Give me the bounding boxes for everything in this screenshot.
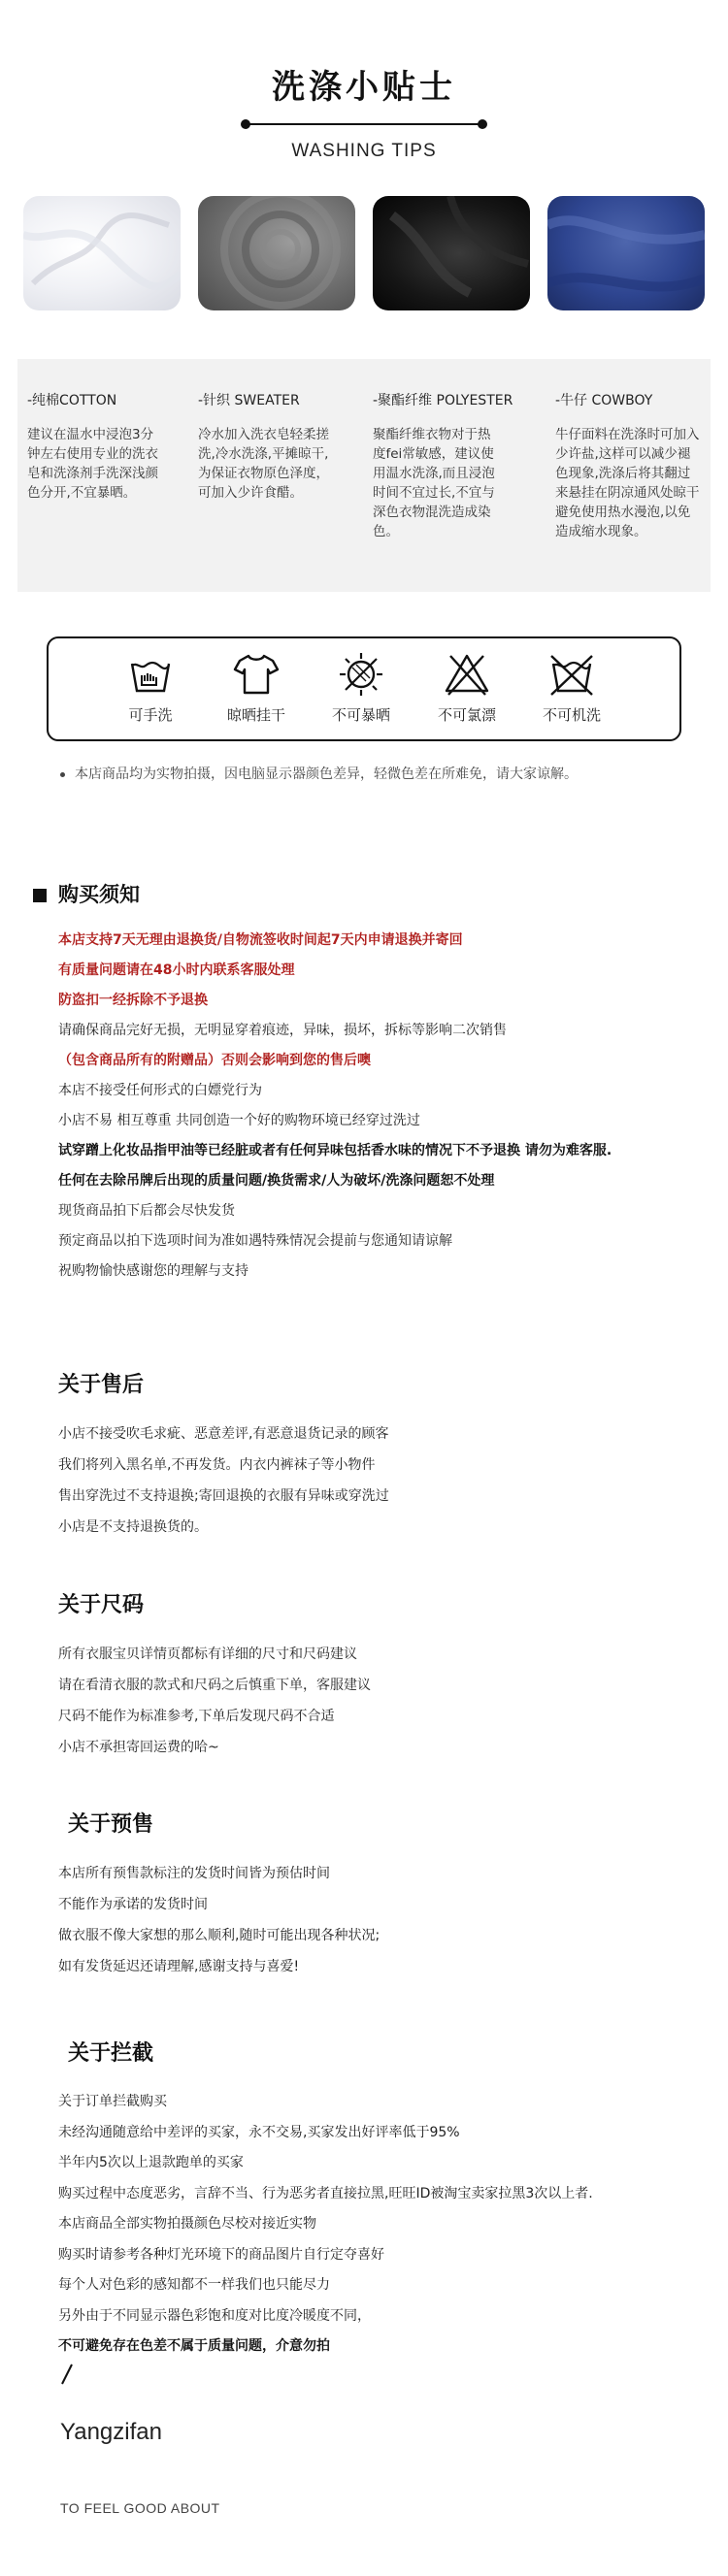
- care-no-bleach: [415, 650, 518, 725]
- size-line: 尺码不能作为标准参考,下单后发现尺码不合适: [58, 1709, 335, 1724]
- purchase-rule: 祝购物愉快感谢您的理解与支持: [58, 1263, 248, 1279]
- intercept-line: 不可避免存在色差不属于质量问题，介意勿拍: [58, 2338, 330, 2354]
- purchase-rule: 有质量问题请在48小时内联系客服处理: [58, 962, 295, 978]
- size-line: 请在看清衣服的款式和尺码之后慎重下单，客服建议: [58, 1678, 371, 1693]
- intercept-line: 半年内5次以上退款跑单的买家: [58, 2155, 244, 2170]
- presale-line: 做衣服不像大家想的那么顺利,随时可能出现各种状况;: [58, 1928, 381, 1943]
- page-header: [0, 60, 728, 162]
- fabric-cowboy: [555, 390, 718, 541]
- after-sales-line: 小店不接受吹毛求疵、恶意差评,有恶意退货记录的顾客: [58, 1426, 389, 1442]
- purchase-heading: [33, 879, 140, 908]
- brand-tagline: TO FEEL GOOD ABOUT: [60, 2500, 220, 2516]
- purchase-rule: 本店支持7天无理由退换货/自物流签收时间起7天内申请退换并寄回: [58, 932, 463, 948]
- purchase-title: 购买须知: [58, 883, 140, 906]
- presale-title: 关于预售: [68, 1812, 154, 1837]
- title-divider: [243, 123, 485, 125]
- intercept-line: 本店商品全部实物拍摄颜色尽校对接近实物: [58, 2216, 316, 2232]
- fabric-sweater: [198, 390, 361, 503]
- fabric-description: 牛仔面料在洗涤时可加入少许盐,这样可以减少褪色现象,洗涤后将其翻过来悬挂在阴凉通风处晾干避免使用热水漫泡,以免造成缩水现象。: [555, 427, 700, 539]
- intercept-line: 未经沟通随意给中差评的买家，永不交易,买家发出好评率低于95%: [58, 2124, 460, 2140]
- page-subtitle: WASHING TIPS: [291, 141, 437, 161]
- after-sales-title: 关于售后: [58, 1373, 145, 1397]
- purchase-rule: （包含商品所有的附赠品）否则会影响到您的售后噢: [58, 1053, 371, 1068]
- fabric-description: 聚酯纤维衣物对于热度fei常敏感，建议使用温水洗涤,而且浸泡时间不宜过长,不宜与深色衣物混洗造成染色。: [373, 427, 495, 539]
- intercept-line: 购买过程中态度恶劣，言辞不当、行为恶劣者直接拉黑,旺旺ID被淘宝卖家拉黑3次以上者.: [58, 2185, 593, 2201]
- care-symbols-box: [47, 636, 681, 741]
- size-line: 小店不承担寄回运费的哈~: [58, 1740, 219, 1755]
- hand-wash-icon: [126, 650, 175, 699]
- purchase-rule: 任何在去除吊牌后出现的质量问题/换货需求/人为破坏/洗涤问题恕不处理: [58, 1173, 495, 1189]
- page-title: 洗涤小贴士: [272, 68, 456, 107]
- color-notice-text: 本店商品均为实物拍摄，因电脑显示器颜色差异，轻微色差在所难免，请大家谅解。: [75, 766, 578, 782]
- brand-slash-mark: [60, 2364, 74, 2385]
- size-title: 关于尺码: [58, 1593, 145, 1617]
- care-label: 不可机洗: [542, 706, 601, 724]
- fabric-polyester: [373, 390, 536, 541]
- care-no-sun: [310, 650, 413, 725]
- polyester-swatch-image: [373, 196, 530, 310]
- size-rules: [58, 1639, 718, 1763]
- care-no-machine: [520, 650, 623, 725]
- cotton-swatch-image: [23, 196, 181, 310]
- care-label: 晾晒挂干: [226, 706, 285, 724]
- intercept-line: 购买时请参考各种灯光环境下的商品图片自行定夺喜好: [58, 2246, 384, 2263]
- purchase-rule: 防盗扣一经拆除不予退换: [58, 993, 208, 1008]
- fabric-name: -牛仔 COWBOY: [555, 393, 653, 408]
- presale-line: 本店所有预售款标注的发货时间皆为预估时间: [58, 1866, 330, 1881]
- care-label: 可手洗: [128, 706, 173, 724]
- purchase-rule: 试穿蹭上化妆品指甲油等已经脏或者有任何异味包括香水味的情况下不予退换 请勿为难客服.: [58, 1143, 612, 1158]
- purchase-rules: [58, 926, 718, 1287]
- denim-swatch-image: [547, 196, 705, 310]
- after-sales-line: 售出穿洗过不支持退换;寄回退换的衣服有异味或穿洗过: [58, 1488, 389, 1504]
- intercept-line: 另外由于不同显示器色彩饱和度对比度冷暖度不同，: [58, 2307, 371, 2324]
- no-bleach-icon: [443, 650, 491, 699]
- fabric-name: -聚酯纤维 POLYESTER: [373, 393, 513, 408]
- purchase-rule: 现货商品拍下后都会尽快发货: [58, 1203, 235, 1219]
- fabric-name: -针织 SWEATER: [198, 393, 300, 408]
- fabric-swatches: [23, 196, 705, 314]
- purchase-rule: 小店不易 相互尊重 共同创造一个好的购物环境已经穿过洗过: [58, 1113, 420, 1128]
- purchase-rule: 请确保商品完好无损，无明显穿着痕迹，异味，损坏，拆标等影响二次销售: [58, 1023, 507, 1038]
- intercept-rules: [58, 2087, 718, 2363]
- fabric-name: -纯棉COTTON: [27, 393, 117, 408]
- presale-rules: [58, 1858, 718, 1982]
- intercept-line: 关于订单拦截购买: [58, 2094, 167, 2109]
- care-label: 不可氯漂: [437, 706, 496, 724]
- fabric-cotton: [27, 390, 190, 503]
- intercept-line: 每个人对色彩的感知都不一样我们也只能尽力: [58, 2277, 330, 2293]
- presale-line: 不能作为承诺的发货时间: [58, 1897, 208, 1912]
- presale-line: 如有发货延迟还请理解,感谢支持与喜爱!: [58, 1959, 300, 1974]
- square-bullet-icon: [33, 889, 47, 902]
- color-notice: [60, 764, 720, 783]
- no-machine-wash-icon: [547, 650, 596, 699]
- purchase-rule: 本店不接受任何形式的白嫖党行为: [58, 1083, 262, 1098]
- intercept-title: 关于拦截: [68, 2041, 154, 2066]
- shirt-hang-dry-icon: [232, 650, 281, 699]
- after-sales-line: 小店是不支持退换货的。: [58, 1519, 208, 1535]
- no-sun-dry-icon: [337, 650, 385, 699]
- after-sales-rules: [58, 1418, 718, 1543]
- size-line: 所有衣服宝贝详情页都标有详细的尺寸和尺码建议: [58, 1647, 357, 1662]
- brand-name: Yangzifan: [60, 2419, 162, 2445]
- sweater-swatch-image: [198, 196, 355, 310]
- care-label: 不可暴晒: [331, 706, 390, 724]
- bullet-dot: [60, 772, 65, 777]
- after-sales-line: 我们将列入黑名单,不再发货。内衣内裤袜子等小物件: [58, 1457, 376, 1473]
- fabric-description: 冷水加入洗衣皂轻柔搓洗,冷水洗涤,平摊晾干,为保证衣物原色泽度，可加入少许食醋。: [198, 427, 329, 501]
- care-hang-dry: [205, 650, 308, 725]
- care-hand-wash: [99, 650, 202, 725]
- fabric-care-panel: [17, 359, 711, 592]
- fabric-description: 建议在温水中浸泡3分钟左右使用专业的洗衣皂和洗涤剂手洗深浅颜色分开,不宜暴晒。: [27, 427, 158, 501]
- purchase-rule: 预定商品以拍下选项时间为准如遇特殊情况会提前与您通知请谅解: [58, 1233, 452, 1249]
